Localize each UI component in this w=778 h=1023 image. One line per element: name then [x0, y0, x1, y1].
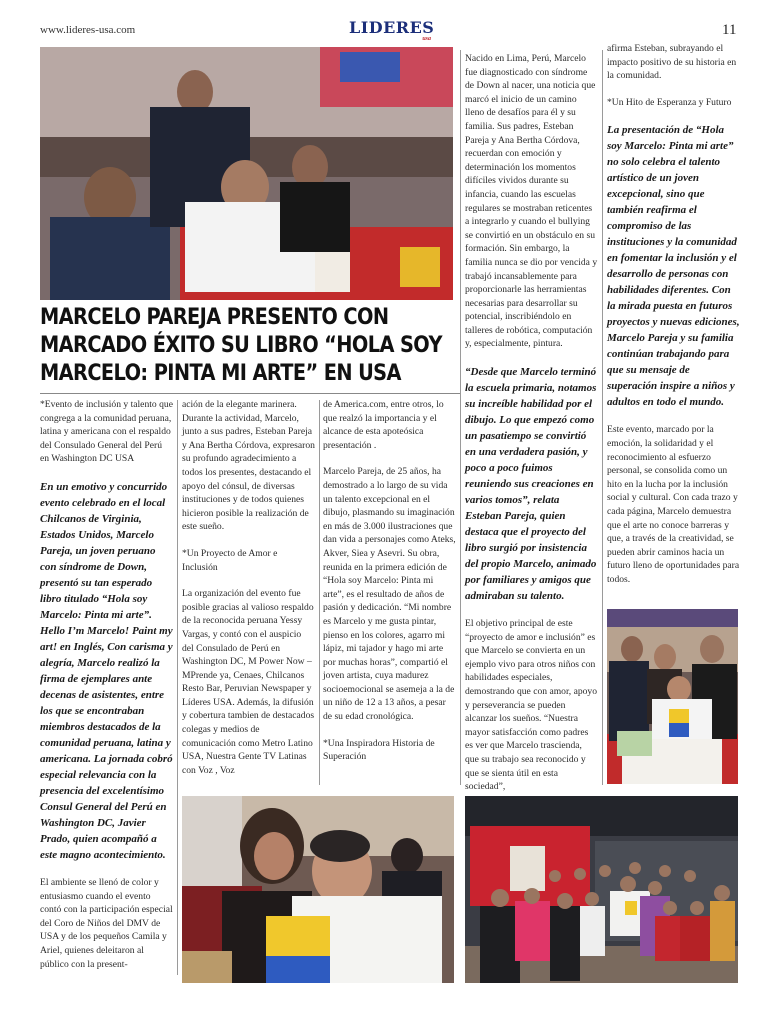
article-subtitle: *Evento de inclusión y talento que congrega a la comunidad peruana, latina y americana con el respaldo del Consulado General del Perú en Washington DC USA	[40, 399, 173, 465]
headline-rule	[40, 393, 460, 394]
photo-group-event	[465, 796, 738, 983]
section-subheading: *Un Hito de Esperanza y Futuro	[607, 96, 732, 108]
column-divider	[319, 400, 320, 785]
paragraph: El objetivo principal de este “proyecto de amor e inclusión” es que Marcelo se convierta en un ejemplo vivo para otros niños con habilidades especiales, demostrando que con amor, apoyo y perseverancia se pueden alcanzar los sueños. “Nuestra mayor satisfacción como padres es ver que Marcelo trascienda, que su trabajo sea reconocido y que se sienta útil en esta sociedad”,	[465, 618, 598, 793]
paragraph: Nacido en Lima, Perú, Marcelo fue diagnosticado con síndrome de Down al nacer, una noticia que marcó el inicio de un camino lleno de desafíos para él y su familia. Sus padres, Esteban Pareja y Ana Bertha Córdova, recuerdan con emoción y determinación los momentos difíciles vividos durante su infancia, cuando las escuelas regulares se mostraban reticentes a integrarlo y cuando el bullying se convirtió en un obstáculo en su formación. Sin embargo, la familia nunca se dio por vencida y trabajó incansablemente para proporcionarle las herramientas necesarias para desarrollar su potencial, inscribiéndolo en talleres de robótica, computación y, especialmente, pintura.	[465, 53, 598, 350]
page-number: 11	[722, 22, 737, 38]
paragraph: Este evento, marcado por la emoción, la solidaridad y el reconocimiento al esfuerzo personal, se consolida como un hito en la lucha por la inclusión social y cultural. Con cada trazo y cada página, Marcelo demuestra que el arte no conoce barreras y que, a través de la creatividad, se pueden abrir caminos hacia un futuro lleno de oportunidades para todos.	[607, 424, 740, 585]
paragraph: La organización del evento fue posible gracias al valioso respaldo de la reconocida peruana Yessy Vargas, y contó con el auspicio del Consulado de Perú en Washington DC, M Power Now – MPrende ya, Cenaes, Chilcanos Resto Bar, Peruvian Newspaper y Líderes USA. Además, la difusión y cobertura tambien de destacados colegas y medios de comunicación como Metro Latino USA, Nuestra Gente TV Latinas con Voz , Voz	[182, 588, 315, 776]
lead-paragraph: En un emotivo y concurrido evento celebrado en el local Chilcanos de Virginia, Estados Unidos, Marcelo Pareja, un joven peruano con síndrome de Down, presentó su tan esperado libro titulado “Hola soy Marcelo: Pinta mi arte”. Hello I’m Marcelo! Paint my art! en Inglés, Con carisma y alegría, Marcelo realizó la firma de ejemplares ante decenas de asistentes, entre los que se encontraban miembros destacados de la comunidad peruana, latina y americana. La jornada cobró especial relevancia con la presencia del excelentísimo Consul General del Perú en Washington DC, Javier Prado, quien acompañó a este magno acontecimiento.	[40, 480, 173, 861]
photo-family-with-book	[607, 609, 738, 784]
column-divider	[602, 50, 603, 785]
marcelo-book-photo	[182, 796, 454, 983]
section-subheading: *Una Inspiradora Historia de Superación	[323, 737, 435, 763]
paragraph: ación de la elegante marinera. Durante la actividad, Marcelo, junto a sus padres, Esteban Pareja y Ana Bertha Córdova, expresaron su profundo agradecimiento a todos los presentes, destacando el apoyo del cónsul, de diversas instituciones y de todos quienes hicieron posible la realización de este sueño.	[182, 399, 315, 533]
article-column-3	[323, 398, 456, 777]
site-url[interactable]: www.lideres-usa.com	[40, 24, 136, 36]
paragraph: afirma Esteban, subrayando el impacto positivo de su historia en la comunidad.	[607, 43, 737, 82]
article-column-5	[607, 42, 740, 600]
article-column-4	[465, 52, 598, 807]
column-divider	[460, 50, 461, 785]
paragraph: de America.com, entre otros, lo que realzó la importancia y el alcance de esta apoteósica presentación .	[323, 399, 444, 451]
article-column-2	[182, 398, 315, 790]
article-headline: MARCELO PAREJA PRESENTO CON MARCADO ÉXITO SU LIBRO “HOLA SOY MARCELO: PINTA MI ARTE” EN USA	[40, 304, 442, 386]
logo-subtext: usa	[422, 36, 431, 42]
quote-paragraph: “Desde que Marcelo terminó la escuela primaria, notamos su increíble habilidad por el dibujo. Lo que empezó como un pasatiempo se convirtió en una verdadera pasión, y poco a poco fuimos reuniendo sus creaciones en varios tomos”, relata Esteban Pareja, quien destaca que el proyecto del libro surgió por insistencia del propio Marcelo, animado por familiares y amigos que admiraban su talento.	[465, 366, 597, 603]
column-divider	[177, 400, 178, 975]
logo-text: LIDERES	[349, 18, 435, 37]
main-photo	[40, 47, 453, 300]
section-subheading: *Un Proyecto de Amor e Inclusión	[182, 547, 278, 573]
family-photo	[607, 609, 738, 784]
photo-book-signing	[40, 47, 453, 300]
paragraph: Marcelo Pareja, de 25 años, ha demostrado a lo largo de su vida un talento excepcional en el dibujo, plasmando su imaginación en más de 3.000 ilustraciones que dan vida a personajes como Ateks, Akver, Siea y Asevri. Su obra, reunida en la primera edición de “Hola soy Marcelo: Pinta mi arte”, es el resultado de años de pasión y dedicación. “Mi nombre es Marcelo y me gusta pintar, pienso en los colores, agarro mi lápiz, mi tajador y hago mi arte por muchas horas”, compartió el joven artista, cuya madurez socioemocional se asemeja a la de un niño de 12 a 13 años, a pesar de su edad cronológica.	[323, 466, 456, 723]
publication-logo	[349, 18, 435, 42]
highlight-paragraph: La presentación de “Hola soy Marcelo: Pinta mi arte” no solo celebra el talento artístico de un joven excepcional, sino que también reafirma el compromiso de las instituciones y la comunidad en fomentar la inclusión y el desarrollo de personas con habilidades diferentes. Con la mirada puesta en futuros proyectos y nuevas ediciones, Marcelo Pareja y su familia continúan trabajando para que su mensaje de superación inspire a niños y adultos en todo el mundo.	[607, 124, 740, 409]
photo-marcelo-with-book	[182, 796, 454, 983]
article-column-1	[40, 398, 173, 984]
paragraph: El ambiente se llenó de color y entusiasmo cuando el evento contó con la participación especial del Coro de Niños del DMV de USA y de los pequeños Camila y Ariel, quienes deleitaron al público con la present-	[40, 876, 173, 970]
group-photo	[465, 796, 738, 983]
